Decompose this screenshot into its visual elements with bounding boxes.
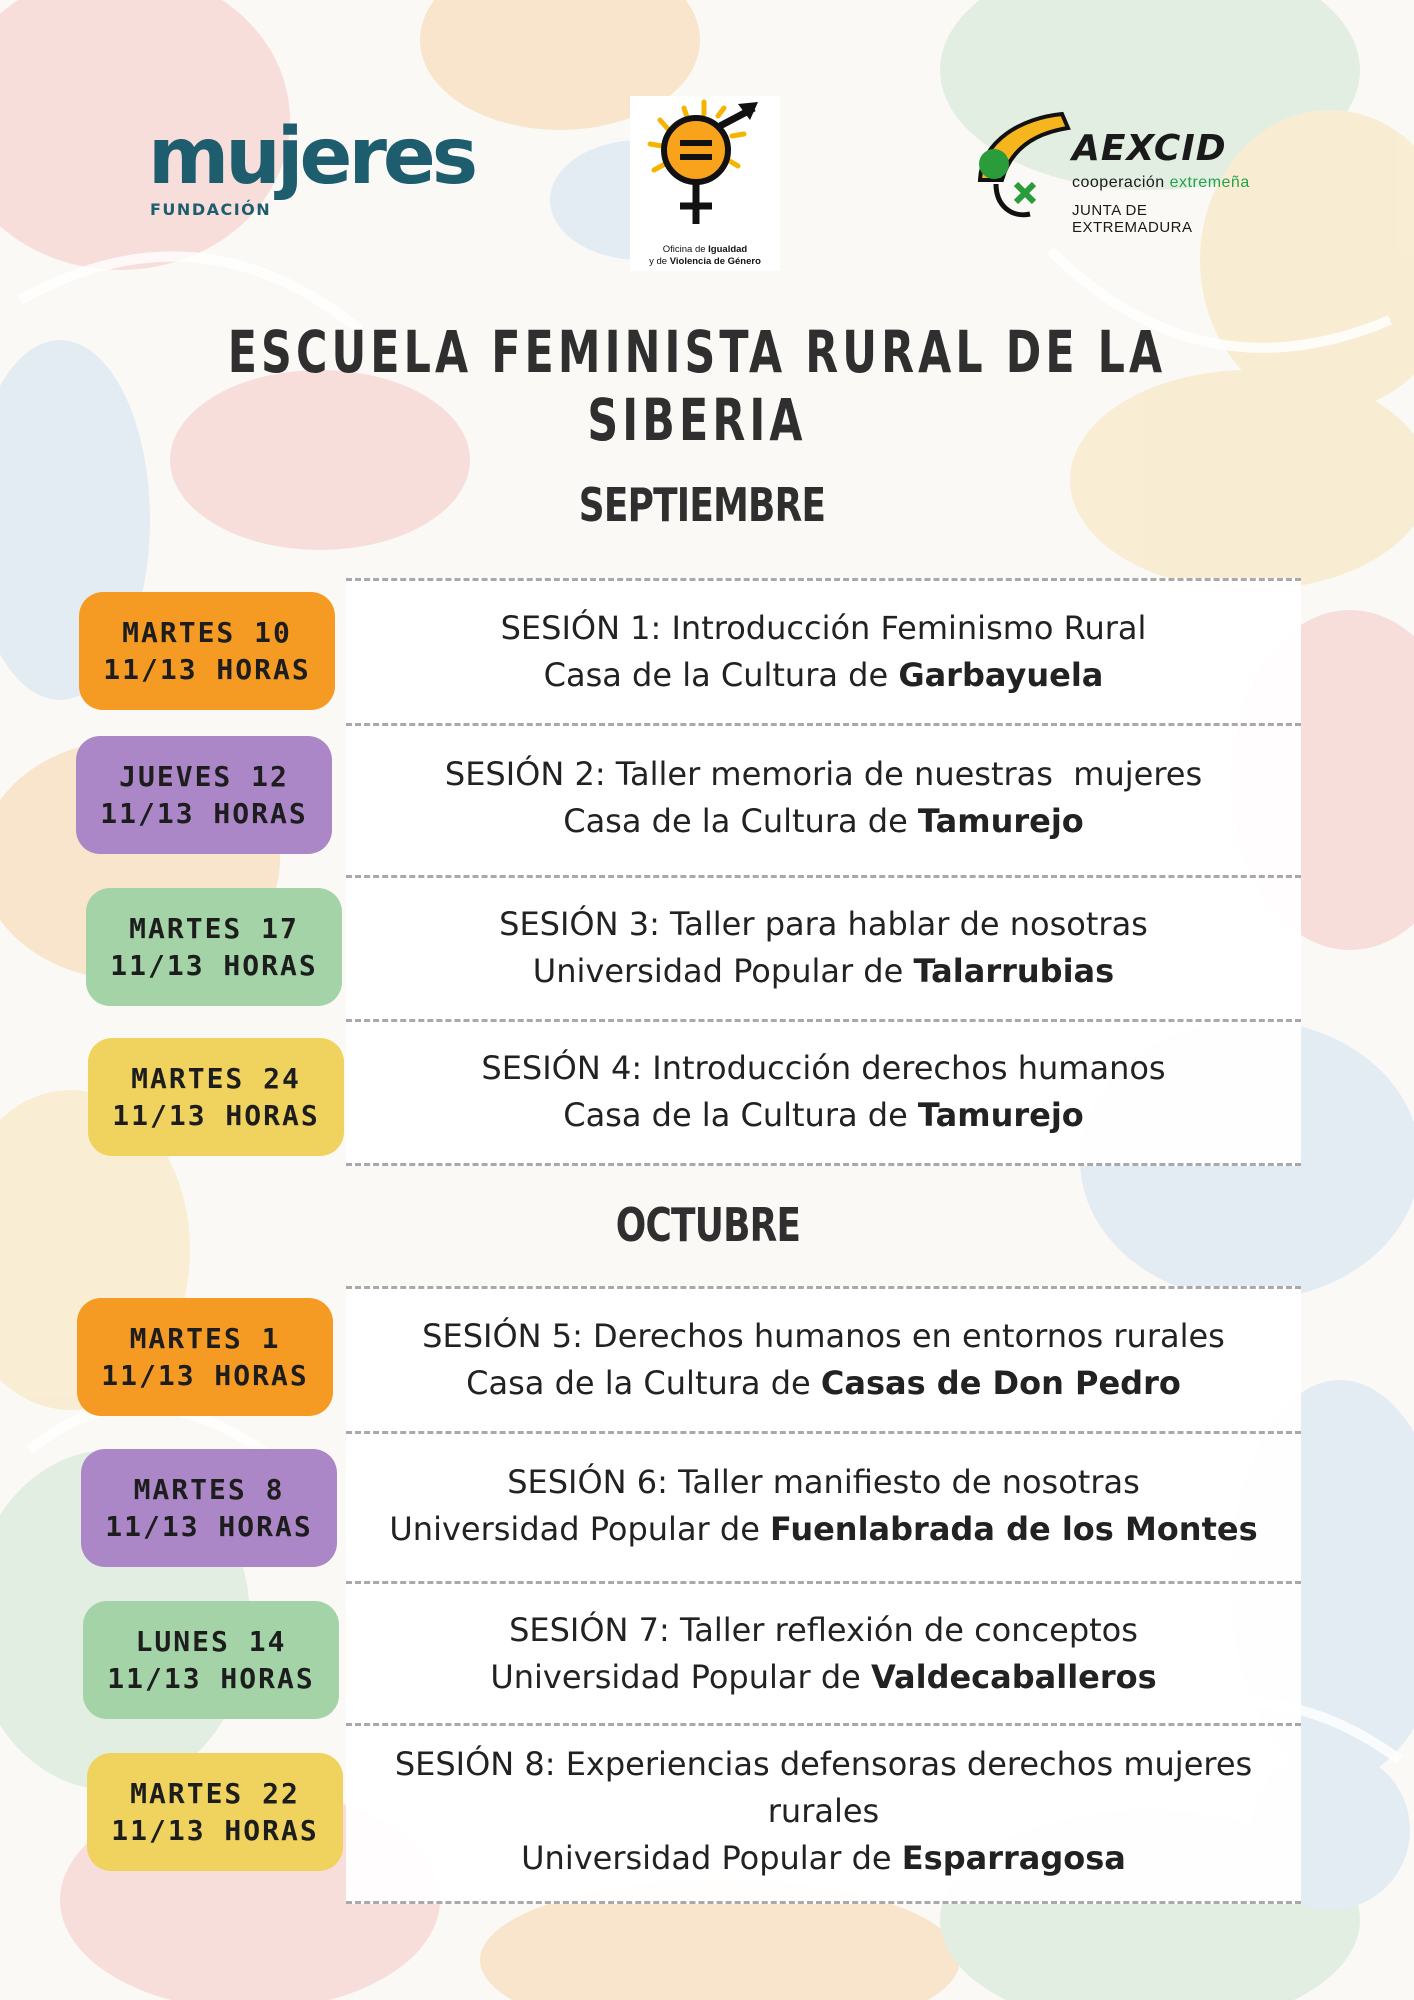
venue-label: Universidad Popular de	[389, 1510, 771, 1548]
date-time: 11/13 HORAS	[112, 1099, 320, 1132]
venue-place: Tamurejo	[917, 802, 1084, 840]
date-time: 11/13 HORAS	[100, 797, 308, 830]
session-row	[346, 1459, 1301, 1553]
date-time: 11/13 HORAS	[111, 1814, 319, 1847]
session-venue	[346, 1835, 1301, 1882]
session-venue	[346, 1360, 1301, 1407]
sessions-panel-septiembre	[346, 578, 1301, 1166]
session-title-cont: rurales	[767, 1792, 880, 1830]
session-row	[346, 751, 1301, 845]
date-time: 11/13 HORAS	[103, 653, 311, 686]
date-time: 11/13 HORAS	[105, 1510, 313, 1543]
venue-label: Universidad Popular de	[521, 1839, 902, 1877]
date-day: MARTES 22	[130, 1777, 300, 1810]
session-venue	[346, 652, 1301, 699]
session-title: SESIÓN 4: Introducción derechos humanos	[481, 1049, 1166, 1087]
venue-place: Valdecaballeros	[870, 1658, 1157, 1696]
date-day: MARTES 24	[131, 1062, 301, 1095]
venue-label: Casa de la Cultura de	[563, 1096, 918, 1134]
session-venue	[346, 1092, 1301, 1139]
venue-place: Talarrubias	[913, 952, 1115, 990]
venue-label: Casa de la Cultura de	[543, 656, 899, 694]
sessions-panel-octubre	[346, 1286, 1301, 1904]
date-day: MARTES 1	[129, 1322, 281, 1355]
date-day: MARTES 17	[129, 912, 299, 945]
row-divider	[346, 723, 1301, 726]
aexcid-sub-part: cooperación	[1072, 174, 1170, 191]
date-day: MARTES 8	[133, 1473, 285, 1506]
venue-label: Universidad Popular de	[532, 952, 914, 990]
aexcid-mark-icon	[972, 110, 1072, 230]
date-badge	[88, 1038, 344, 1156]
session-title: SESIÓN 1: Introducción Feminismo Rural	[500, 609, 1147, 647]
date-badge	[77, 1298, 333, 1416]
date-badge	[87, 1753, 343, 1871]
date-day: LUNES 14	[135, 1625, 287, 1658]
session-venue	[346, 798, 1301, 845]
row-divider	[346, 1431, 1301, 1434]
venue-place: Garbayuela	[898, 656, 1104, 694]
row-divider	[346, 1581, 1301, 1584]
venus-mars-equality-icon	[630, 96, 780, 244]
page-title: ESCUELA FEMINISTA RURAL DE LA SIBERIA	[227, 318, 1167, 454]
session-row	[346, 1045, 1301, 1139]
date-day: JUEVES 12	[119, 760, 289, 793]
session-title: SESIÓN 3: Taller para hablar de nosotras	[499, 905, 1148, 943]
session-title: SESIÓN 2: Taller memoria de nuestras mujeres	[444, 755, 1203, 793]
session-row	[346, 605, 1301, 699]
venue-label: Universidad Popular de	[490, 1658, 871, 1696]
date-time: 11/13 HORAS	[107, 1662, 315, 1695]
month-heading-octubre: OCTUBRE	[615, 1198, 801, 1252]
venue-place: Tamurejo	[917, 1096, 1084, 1134]
date-day: MARTES 10	[122, 616, 292, 649]
date-badge	[83, 1601, 339, 1719]
fundacion-mujeres-logo	[148, 112, 488, 228]
date-time: 11/13 HORAS	[101, 1359, 309, 1392]
row-divider	[346, 875, 1301, 878]
session-row	[346, 1313, 1301, 1407]
venue-label: Casa de la Cultura de	[466, 1364, 821, 1402]
venue-place: Casas de Don Pedro	[820, 1364, 1181, 1402]
date-badge	[76, 736, 332, 854]
oficina-caption-bold: Igualdad	[708, 244, 748, 255]
session-row	[346, 1741, 1301, 1882]
oficina-caption	[630, 244, 780, 268]
aexcid-junta: JUNTA DE EXTREMADURA	[1072, 202, 1193, 236]
session-row	[346, 901, 1301, 995]
session-title: SESIÓN 6: Taller manifiesto de nosotras	[507, 1463, 1140, 1501]
session-venue	[346, 1654, 1301, 1701]
session-title: SESIÓN 8: Experiencias defensoras derechos mujeres	[394, 1745, 1253, 1783]
aexcid-logo	[972, 110, 1252, 236]
row-divider	[346, 1019, 1301, 1022]
venue-place: Fuenlabrada de los Montes	[770, 1510, 1258, 1548]
session-title: SESIÓN 5: Derechos humanos en entornos rurales	[422, 1317, 1225, 1355]
session-row	[346, 1607, 1301, 1701]
oficina-caption-text: y de	[649, 256, 670, 267]
oficina-igualdad-logo	[630, 96, 780, 271]
aexcid-sub-green: extremeña	[1169, 174, 1250, 191]
aexcid-subtitle	[1072, 174, 1250, 192]
date-time: 11/13 HORAS	[110, 949, 318, 982]
oficina-caption-text: Oficina de	[662, 244, 709, 255]
oficina-caption-bold: Violencia de Género	[669, 256, 761, 267]
mujeres-logo-word: mujeres	[148, 112, 475, 202]
date-badge	[81, 1449, 337, 1567]
mujeres-logo-subtitle: FUNDACIÓN	[150, 200, 272, 219]
row-divider	[346, 1723, 1301, 1726]
session-title: SESIÓN 7: Taller reflexión de conceptos	[509, 1611, 1138, 1649]
session-venue	[346, 1506, 1301, 1553]
aexcid-name: AEXCID	[1072, 128, 1227, 169]
session-venue	[346, 948, 1301, 995]
month-heading-septiembre: SEPTIEMBRE	[578, 478, 826, 532]
venue-label: Casa de la Cultura de	[563, 802, 918, 840]
venue-place: Esparragosa	[901, 1839, 1126, 1877]
date-badge	[86, 888, 342, 1006]
date-badge	[79, 592, 335, 710]
